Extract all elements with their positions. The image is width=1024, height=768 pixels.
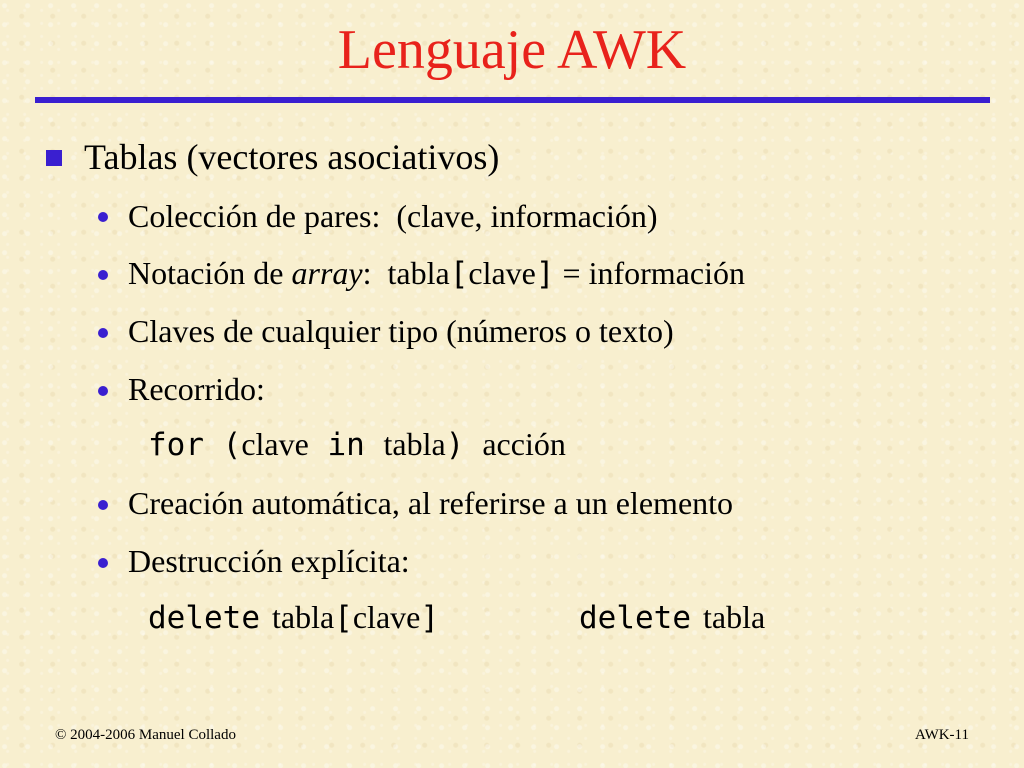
dot-bullet-icon [98,328,108,338]
bullet-destruccion: Destrucción explícita: [128,543,410,579]
notacion-tabla: tabla [387,255,450,291]
for-clave: clave [241,426,309,462]
kw-in: in [308,427,384,463]
bullet-creacion: Creación automática, al referirse a un elemento [128,485,734,521]
dot-bullet-icon [98,212,108,222]
delete-bracket-close: ] [420,600,440,636]
kw-for: for ( [148,427,242,463]
dot-bullet-icon [98,270,108,280]
code-for-line [148,428,566,461]
bullet-tablas: Tablas (vectores asociativos) [84,137,500,177]
notacion-bracket-close: ] [535,256,555,292]
footer-slide-number: AWK-11 [914,727,969,743]
for-tabla: tabla [383,426,446,462]
bullet-pares: Colección de pares: (clave, información) [128,198,658,234]
notacion-rest: = información [554,255,745,291]
bullet-claves: Claves de cualquier tipo (números o texto) [128,313,674,349]
kw-delete-1: delete [148,600,260,636]
for-accion: acción [482,426,566,462]
dot-bullet-icon [98,558,108,568]
dot-bullet-icon [98,500,108,510]
slide-title: Lenguaje AWK [337,19,687,81]
delete-tabla-2: tabla [703,599,766,635]
delete-bracket-open: [ [334,600,353,636]
kw-delete-2: delete [579,600,691,636]
square-bullet-icon [46,150,62,166]
code-delete-line [148,601,765,634]
bullet-notacion [128,257,745,290]
notacion-colon: : [362,255,388,291]
delete-clave: clave [352,599,421,635]
for-paren-close: ) [445,427,465,463]
notacion-prefix: Notación de [128,255,292,291]
bullet-recorrido: Recorrido: [128,371,265,407]
title-divider [35,97,990,103]
delete-tabla-1: tabla [271,599,335,635]
notacion-clave: clave [468,255,536,291]
footer-copyright: © 2004-2006 Manuel Collado [55,727,236,743]
dot-bullet-icon [98,386,108,396]
notacion-bracket-open: [ [449,256,469,292]
notacion-array: array [291,255,363,291]
